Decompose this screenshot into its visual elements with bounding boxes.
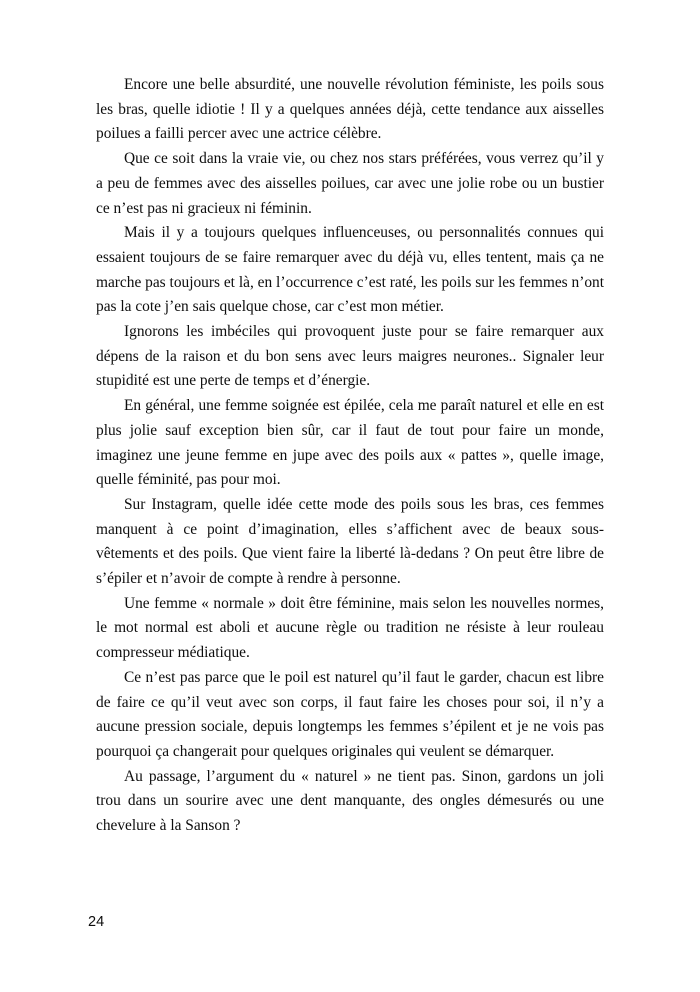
- body-text-block: [96, 73, 604, 839]
- paragraph: Une femme « normale » doit être féminine, mais selon les nouvelles normes, le mot normal est aboli et aucune règle ou tradition ne résiste à leur rouleau compresseur médiatique.: [96, 594, 604, 662]
- paragraph: Que ce soit dans la vraie vie, ou chez nos stars préférées, vous verrez qu’il y a peu de femmes avec des aisselles poilues, car avec une jolie robe ou un bustier ce n’est pas ni gracieux ni féminin.: [96, 150, 604, 217]
- paragraph: Ignorons les imbéciles qui provoquent juste pour se faire remarquer aux dépens de la raison et du bon sens avec leurs maigres neurones.. Signaler leur stupidité est une perte de temps et d’énergie.: [96, 323, 604, 390]
- paragraph: Ce n’est pas parce que le poil est naturel qu’il faut le garder, chacun est libre de faire ce qu’il veut avec son corps, il faut faire les choses pour soi, il n’y a aucune pression sociale, depuis longtemps les femmes s’épilent et je ne vois pas pourquoi ça changerait pour quelques originales qui veulent se démarquer.: [96, 668, 604, 760]
- paragraph: Sur Instagram, quelle idée cette mode des poils sous les bras, ces femmes manquent à ce point d’imagination, elles s’affichent avec de beaux sous-vêtements et des poils. Que vient faire la liberté là-dedans ? On peut être libre de s’épiler et n’avoir de compte à rendre à personne.: [96, 495, 604, 588]
- page-number: 24: [88, 914, 105, 930]
- paragraph: Mais il y a toujours quelques influenceuses, ou personnalités connues qui essaient toujours de se faire remarquer avec du déjà vu, elles tentent, mais ça ne marche pas toujours et là, en l’occurrence c’est raté, les poils sur les femmes n’ont pas la cote j’en sais quelque chose, car c’est mon métier.: [96, 224, 604, 316]
- paragraph: Au passage, l’argument du « naturel » ne tient pas. Sinon, gardons un joli trou dans un sourire avec une dent manquante, des ongles démesurés ou une chevelure à la Sanson ?: [96, 767, 604, 835]
- paragraph: Encore une belle absurdité, une nouvelle révolution féministe, les poils sous les bras, quelle idiotie ! Il y a quelques années déjà, cette tendance aux aisselles poilues a failli percer avec une actrice célèbre.: [96, 76, 604, 143]
- paragraph: En général, une femme soignée est épilée, cela me paraît naturel et elle en est plus jolie sauf exception bien sûr, car il faut de tout pour faire un monde, imaginez une jeune femme en jupe avec des poils aux « pattes », quelle image, quelle féminité, pas pour moi.: [96, 397, 604, 489]
